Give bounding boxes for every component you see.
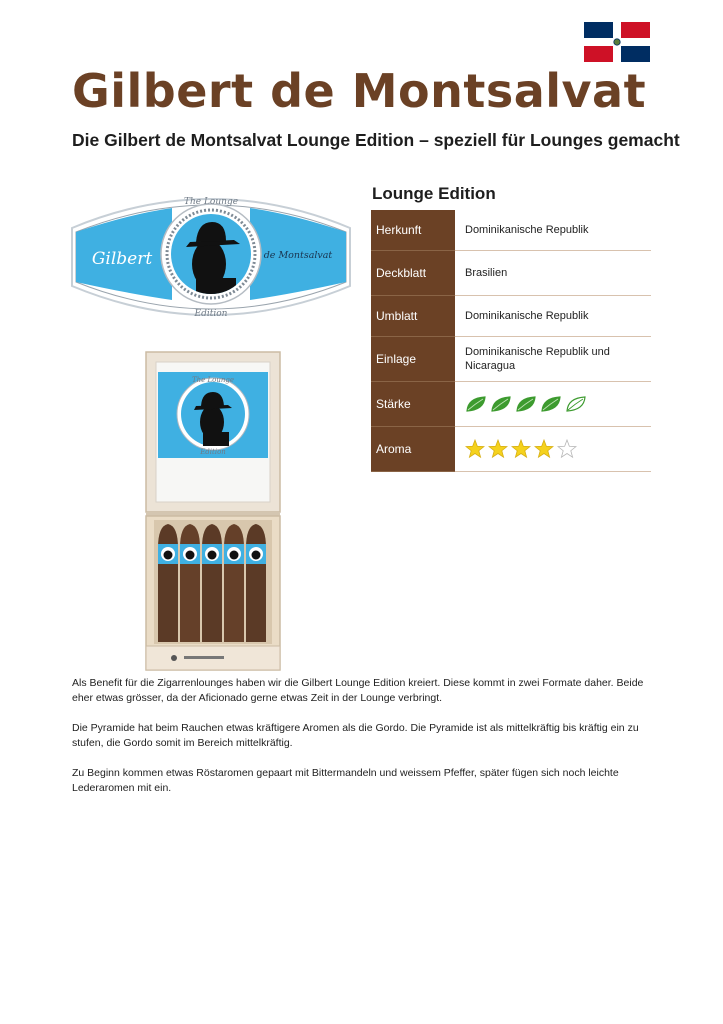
band-right-text: de Montsalvat	[263, 250, 333, 261]
star-icon	[534, 439, 554, 459]
star-icon	[465, 439, 485, 459]
page-subtitle: Die Gilbert de Montsalvat Lounge Edition – speziell für Lounges gemacht	[72, 130, 680, 150]
flag-blue-top	[584, 22, 613, 38]
star-icon	[511, 439, 531, 459]
cigars-group	[158, 524, 266, 642]
spec-label: Herkunft	[371, 210, 455, 251]
spec-label: Aroma	[371, 427, 455, 472]
leaf-icon	[515, 395, 537, 413]
dominican-republic-flag-icon	[584, 22, 650, 62]
aroma-rating	[465, 439, 651, 459]
spec-label: Einlage	[371, 337, 455, 382]
description	[72, 676, 657, 811]
spec-row-einlage	[371, 337, 651, 382]
spec-label: Stärke	[371, 382, 455, 427]
description-paragraph: Als Benefit für die Zigarrenlounges haben wir die Gilbert Lounge Edition kreiert. Diese kommt in zwei Formate daher. Beide eher etwas grösser, da der Aficionado gerne etwas Zeit in der Lounge verbringt.	[72, 677, 644, 704]
star-icon	[488, 439, 508, 459]
flag-red-bottom	[584, 46, 613, 62]
spec-row-aroma	[371, 427, 651, 472]
leaf-icon	[490, 395, 512, 413]
spec-label: Umblatt	[371, 296, 455, 337]
flag-emblem	[614, 39, 620, 45]
spec-value: Dominikanische Republik und Nicaragua	[455, 337, 651, 382]
description-paragraph: Die Pyramide hat beim Rauchen etwas kräftigere Aromen als die Gordo. Die Pyramide ist als mittelkräftig bis kräftig ein zu stufen, die Gordo somit im Bereich mittelkräftig.	[72, 722, 639, 749]
description-paragraph: Zu Beginn kommen etwas Röstaromen gepaart mit Bittermandeln und weissem Pfeffer, später fügen sich noch leichte Lederaromen mit ein.	[72, 767, 619, 794]
spec-row-umblatt	[371, 296, 651, 337]
box-top-text: The Lounge	[191, 376, 235, 384]
leaf-outline-icon	[565, 395, 587, 413]
band-left-text: Gilbert	[91, 249, 153, 269]
cigar-box-image	[144, 350, 282, 672]
spec-row-deckblatt	[371, 251, 651, 296]
strength-rating	[465, 395, 651, 413]
leaf-icon	[540, 395, 562, 413]
spec-value: Dominikanische Republik	[455, 296, 651, 337]
box-bottom-text: Edition	[200, 448, 226, 456]
page-title: Gilbert de Montsalvat	[72, 64, 647, 118]
spec-label: Deckblatt	[371, 251, 455, 296]
spec-value: Dominikanische Republik	[455, 210, 651, 251]
star-outline-icon	[557, 439, 577, 459]
band-top-text: The Lounge	[183, 197, 239, 207]
spec-table	[371, 210, 651, 472]
flag-blue-bottom	[621, 46, 650, 62]
spec-row-herkunft	[371, 210, 651, 251]
band-bottom-text: Edition	[194, 309, 228, 319]
flag-red-top	[621, 22, 650, 38]
leaf-icon	[465, 395, 487, 413]
cigar-band-image	[70, 192, 352, 322]
spec-row-staerke	[371, 382, 651, 427]
spec-title: Lounge Edition	[372, 184, 496, 203]
spec-value: Brasilien	[455, 251, 651, 296]
